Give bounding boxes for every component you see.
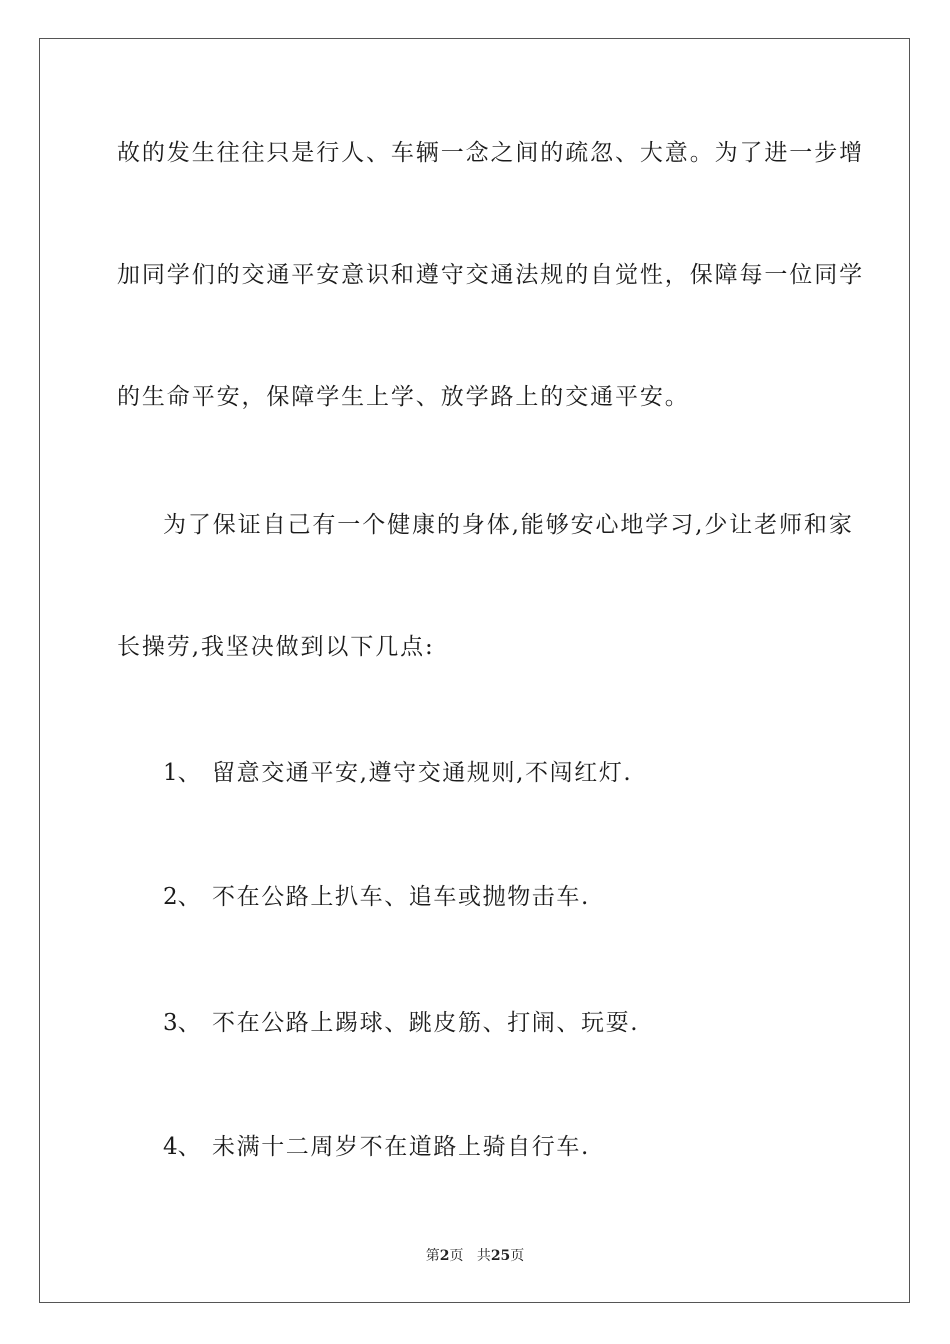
footer-total-suffix: 页 <box>510 1248 525 1264</box>
list-item-number: 2、 <box>163 884 201 910</box>
list-item-number: 1、 <box>163 760 201 786</box>
list-item-text: 不在公路上踢球、跳皮筋、打闹、玩耍. <box>212 1010 640 1036</box>
page-border <box>39 38 910 1303</box>
list-item-text: 留意交通平安,遵守交通规则,不闯红灯. <box>212 760 633 786</box>
list-item-text: 未满十二周岁不在道路上骑自行车. <box>212 1134 590 1160</box>
footer-page-number: 2 <box>439 1248 450 1264</box>
paragraph-line: 长操劳,我坚决做到以下几点: <box>117 634 435 660</box>
paragraph-line: 的生命平安，保障学生上学、放学路上的交通平安。 <box>117 384 690 410</box>
list-item-number: 3、 <box>163 1010 201 1036</box>
list-item-text: 不在公路上扒车、追车或抛物击车. <box>212 884 590 910</box>
paragraph-line: 为了保证自己有一个健康的身体,能够安心地学习,少让老师和家 <box>163 512 854 538</box>
footer-total-pages: 25 <box>490 1248 511 1264</box>
paragraph-line: 故的发生往往只是行人、车辆一念之间的疏忽、大意。为了进一步增 <box>117 140 864 166</box>
footer-page-prefix: 第 <box>425 1248 440 1264</box>
paragraph-line: 加同学们的交通平安意识和遵守交通法规的自觉性，保障每一位同学 <box>117 262 864 288</box>
footer-page-suffix: 页 <box>449 1248 464 1264</box>
footer-total-prefix: 共 <box>476 1248 491 1264</box>
page-footer <box>0 1246 950 1266</box>
list-item-number: 4、 <box>163 1134 201 1160</box>
